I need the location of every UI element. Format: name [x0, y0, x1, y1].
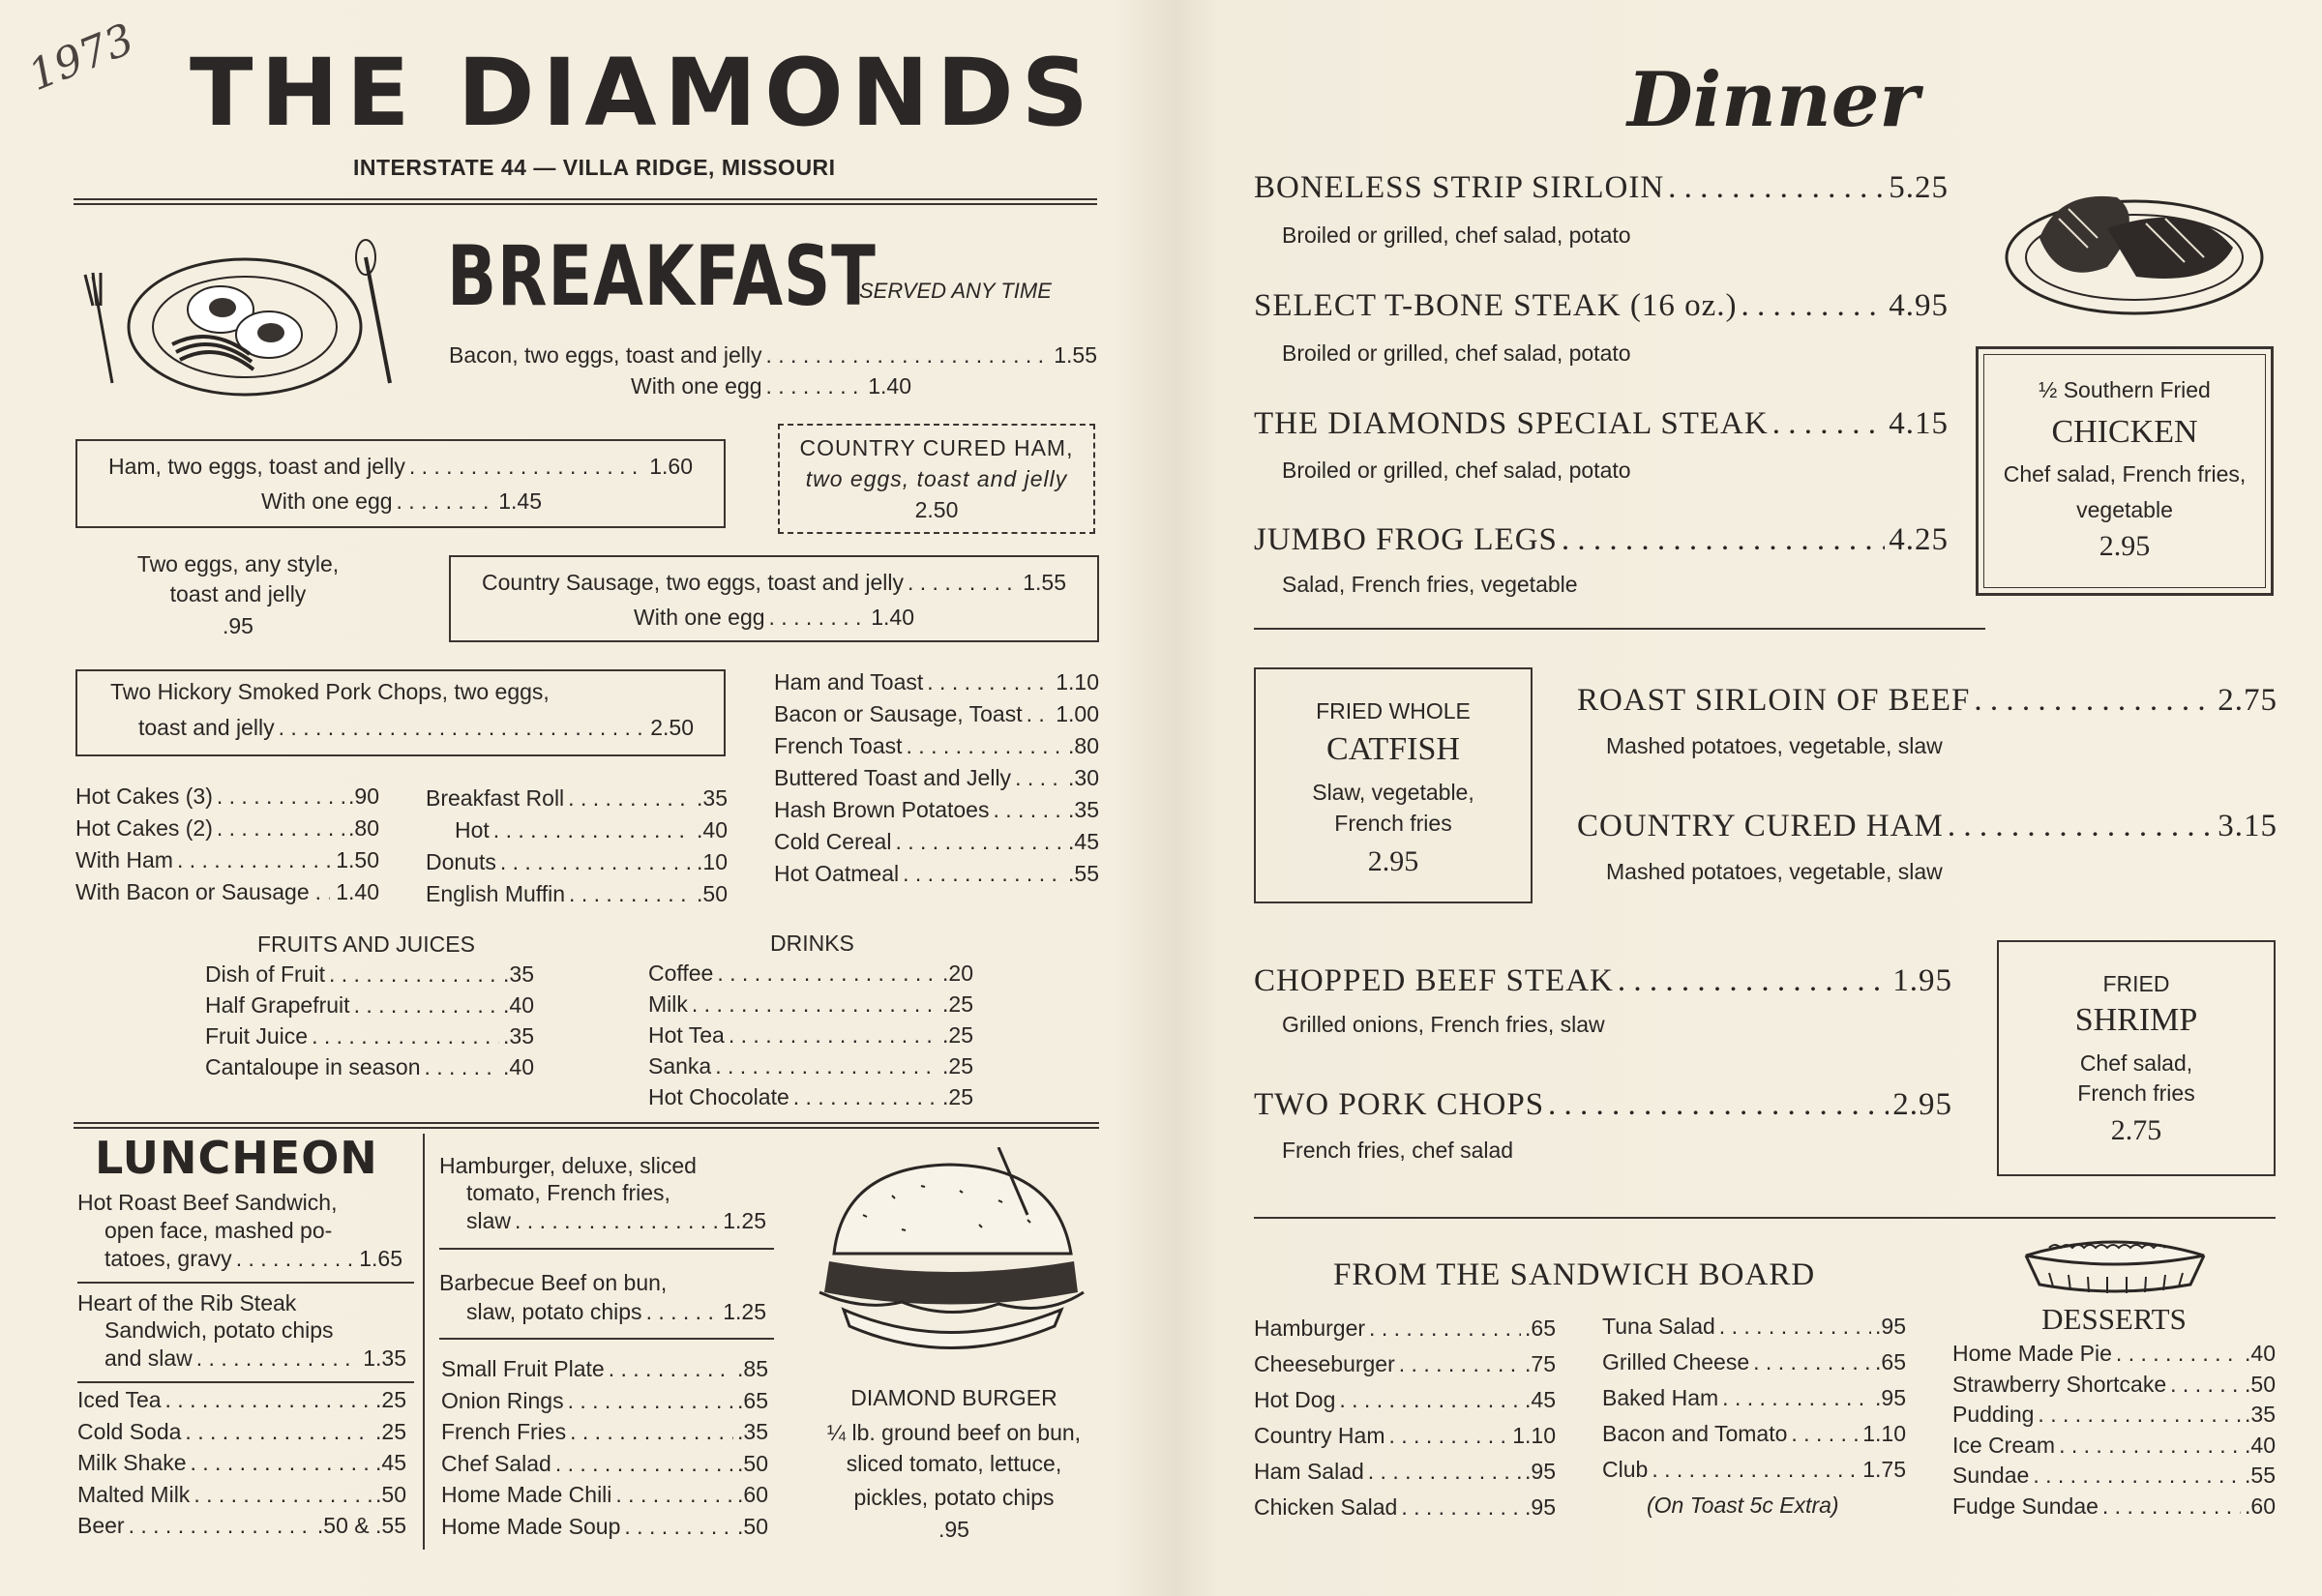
- special-steak-desc: Broiled or grilled, chef salad, potato: [1282, 458, 1631, 483]
- list-item: With Ham . . . 1.50: [75, 847, 379, 879]
- page-subtitle: INTERSTATE 44 — VILLA RIDGE, MISSOURI: [353, 155, 836, 180]
- list-item: Cheeseburger . . . .75: [1254, 1351, 1556, 1387]
- diamond-burger-title: DIAMOND BURGER: [850, 1385, 1057, 1410]
- list-item: Hot Tea . . . .25: [648, 1022, 973, 1053]
- fruits-title: FRUITS AND JUICES: [257, 931, 475, 957]
- hot-cakes-list: [75, 783, 379, 911]
- list-item: Tuna Salad . . . .95: [1602, 1314, 1906, 1349]
- fruits-list: [205, 961, 534, 1085]
- desserts-list: [1952, 1341, 2276, 1523]
- list-item: Malted Milk . . . .50: [77, 1482, 406, 1514]
- chicken-line1: ½ Southern Fried: [2039, 377, 2211, 402]
- list-item: Fudge Sundae . . . .60: [1952, 1493, 2276, 1524]
- list-item: Buttered Toast and Jelly . . . .30: [774, 765, 1099, 797]
- pork-chops-line1: Two Hickory Smoked Pork Chops, two eggs,: [110, 679, 550, 704]
- menu-item-sausage-eggs: Country Sausage, two eggs, toast and jelly . . . 1.55: [482, 570, 1066, 596]
- list-item: Hot Cakes (2) . . . .80: [75, 815, 379, 847]
- diamond-burger-price: .95: [938, 1517, 969, 1542]
- luncheon-title: LUNCHEON: [95, 1132, 378, 1184]
- divider: [439, 1338, 774, 1340]
- bbq-line1: Barbecue Beef on bun,: [439, 1270, 668, 1295]
- list-item: Milk Shake . . . .45: [77, 1450, 406, 1482]
- steak-plate-illustration: [2001, 180, 2268, 321]
- list-item: With Bacon or Sausage . . . 1.40: [75, 879, 379, 911]
- chicken-line3: vegetable: [2076, 497, 2173, 522]
- breakfast-side-list: [774, 669, 1099, 893]
- menu-item-pork-chops: toast and jelly . . . 2.50: [138, 715, 694, 741]
- diamond-burger-line3: pickles, potato chips: [853, 1485, 1055, 1510]
- page-title: THE DIAMONDS: [190, 39, 1096, 147]
- catfish-line2: Slaw, vegetable,: [1312, 780, 1474, 805]
- drinks-list: [648, 961, 973, 1115]
- shrimp-line2: Chef salad,: [2079, 1050, 2193, 1076]
- sandwich-col2: [1602, 1314, 1906, 1528]
- list-item: Breakfast Roll . . . .35: [426, 785, 728, 817]
- luncheon-beverages: [77, 1387, 406, 1545]
- roast-sirloin-desc: Mashed potatoes, vegetable, slaw: [1606, 733, 1943, 758]
- list-item: Hamburger . . . .65: [1254, 1315, 1556, 1351]
- list-item: Onion Rings . . . .65: [441, 1388, 768, 1420]
- list-item: French Toast . . . .80: [774, 733, 1099, 765]
- ham-eggs-box: [75, 439, 726, 528]
- list-item: Coffee . . . .20: [648, 961, 973, 991]
- country-ham-line1: COUNTRY CURED HAM,: [799, 435, 1074, 460]
- strip-sirloin-desc: Broiled or grilled, chef salad, potato: [1282, 222, 1631, 248]
- list-item: Home Made Pie . . . .40: [1952, 1341, 2276, 1372]
- list-item: French Fries . . . .35: [441, 1419, 768, 1451]
- desserts-title: DESSERTS: [2041, 1302, 2187, 1336]
- list-item: Sundae . . . .55: [1952, 1463, 2276, 1493]
- list-item: Hot Chocolate . . . .25: [648, 1084, 973, 1115]
- header-rule: [74, 198, 1097, 205]
- list-item: Bacon and Tomato . . . 1.10: [1602, 1421, 1906, 1457]
- divider: [77, 1282, 414, 1284]
- chopped-steak-desc: Grilled onions, French fries, slaw: [1282, 1012, 1605, 1037]
- rib-steak-line2: Sandwich, potato chips: [104, 1317, 334, 1343]
- menu-item-roast-sirloin: ROAST SIRLOIN OF BEEF . . . 2.75: [1577, 683, 2277, 719]
- catfish-line1: FRIED WHOLE: [1316, 698, 1471, 724]
- luncheon-rule: [74, 1122, 1099, 1129]
- list-item: Ham Salad . . . .95: [1254, 1459, 1556, 1494]
- list-item: Half Grapefruit . . . .40: [205, 992, 534, 1023]
- list-item: Hot Cakes (3) . . . .90: [75, 783, 379, 815]
- menu-item-frog-legs: JUMBO FROG LEGS . . . 4.25: [1254, 522, 1949, 558]
- list-item: Iced Tea . . . .25: [77, 1387, 406, 1419]
- list-item: Hot . . . .40: [426, 817, 728, 849]
- menu-item-bbq-beef: slaw, potato chips . . . 1.25: [466, 1299, 766, 1325]
- list-item: Small Fruit Plate . . . .85: [441, 1356, 768, 1388]
- diamond-burger-line1: ¼ lb. ground beef on bun,: [826, 1420, 1082, 1445]
- country-ham-price: 2.50: [914, 497, 959, 522]
- list-item: Bacon or Sausage, Toast . . . 1.00: [774, 701, 1099, 733]
- luncheon-sides: [441, 1356, 768, 1545]
- pork-chops-desc: French fries, chef salad: [1282, 1138, 1514, 1163]
- list-item: Country Ham . . . 1.10: [1254, 1423, 1556, 1459]
- list-item: Sanka . . . .25: [648, 1053, 973, 1084]
- handwritten-year: 1973: [21, 14, 141, 102]
- list-item: Chef Salad . . . .50: [441, 1451, 768, 1483]
- list-item: Cold Cereal . . . .45: [774, 829, 1099, 861]
- menu-item-rib-steak: and slaw . . . 1.35: [104, 1345, 406, 1372]
- list-item: Ice Cream . . . .40: [1952, 1433, 2276, 1463]
- menu-item-bacon-one-egg: With one egg . . . 1.40: [631, 373, 911, 399]
- catfish-line3: French fries: [1334, 811, 1452, 836]
- two-eggs-line1: Two eggs, any style,: [136, 551, 340, 576]
- rib-steak-line1: Heart of the Rib Steak: [77, 1290, 297, 1315]
- menu-item-hamburger-deluxe: slaw . . . 1.25: [466, 1208, 766, 1234]
- catfish-title: CATFISH: [1326, 731, 1460, 767]
- two-eggs-line2: toast and jelly: [169, 581, 307, 606]
- divider: [1254, 628, 1985, 630]
- list-item: Strawberry Shortcake . . . .50: [1952, 1372, 2276, 1403]
- list-item: Milk . . . .25: [648, 991, 973, 1022]
- hamburger-line1: Hamburger, deluxe, sliced: [439, 1153, 697, 1178]
- divider: [439, 1248, 774, 1250]
- burger-illustration: [805, 1147, 1095, 1379]
- menu-item-strip-sirloin: BONELESS STRIP SIRLOIN . . . 5.25: [1254, 170, 1949, 206]
- menu-item-pork-chops: TWO PORK CHOPS . . . 2.95: [1254, 1087, 1952, 1123]
- list-item: Hot Dog . . . .45: [1254, 1387, 1556, 1423]
- t-bone-desc: Broiled or grilled, chef salad, potato: [1282, 340, 1631, 366]
- chicken-title: CHICKEN: [2051, 414, 2198, 450]
- breakfast-title: BREAKFAST: [447, 228, 877, 325]
- sandwich-note: (On Toast 5c Extra): [1647, 1493, 1839, 1518]
- frog-legs-desc: Salad, French fries, vegetable: [1282, 572, 1578, 597]
- menu-item-special-steak: THE DIAMONDS SPECIAL STEAK . . . 4.15: [1254, 406, 1949, 442]
- list-item: Cold Soda . . . .25: [77, 1419, 406, 1451]
- country-ham-line2: two eggs, toast and jelly: [805, 466, 1068, 491]
- menu-item-country-ham: COUNTRY CURED HAM . . . 3.15: [1577, 809, 2277, 844]
- two-eggs-price: .95: [223, 613, 253, 638]
- list-item: Dish of Fruit . . . .35: [205, 961, 534, 992]
- shrimp-line3: French fries: [2077, 1080, 2195, 1106]
- hamburger-line2: tomato, French fries,: [466, 1180, 670, 1205]
- roast-beef-line2: open face, mashed po-: [104, 1218, 333, 1243]
- list-item: Beer . . . .50 & .55: [77, 1513, 406, 1545]
- list-item: Home Made Chili . . . .60: [441, 1482, 768, 1514]
- menu-item-ham-eggs: Ham, two eggs, toast and jelly . . . 1.60: [108, 454, 693, 480]
- sandwich-col1: [1254, 1315, 1556, 1530]
- shrimp-price: 2.75: [2110, 1114, 2162, 1146]
- list-item: Donuts . . . .10: [426, 849, 728, 881]
- country-ham-desc: Mashed potatoes, vegetable, slaw: [1606, 859, 1943, 884]
- menu-item-bacon-eggs: Bacon, two eggs, toast and jelly . . . 1.55: [449, 342, 1097, 369]
- menu-item-roast-beef: tatoes, gravy . . . 1.65: [104, 1246, 402, 1272]
- pie-illustration: [2020, 1234, 2210, 1296]
- roast-beef-line1: Hot Roast Beef Sandwich,: [77, 1190, 338, 1215]
- dinner-title: Dinner: [1627, 56, 1920, 144]
- shrimp-title: SHRIMP: [2074, 1002, 2198, 1038]
- breakfast-plate-illustration: [75, 238, 404, 417]
- menu-item-chopped-steak: CHOPPED BEEF STEAK . . . 1.95: [1254, 963, 1952, 999]
- sandwich-board-title: FROM THE SANDWICH BOARD: [1333, 1257, 1816, 1292]
- shrimp-line1: FRIED: [2102, 971, 2170, 996]
- list-item: Home Made Soup . . . .50: [441, 1514, 768, 1546]
- list-item: Club . . . 1.75: [1602, 1457, 1906, 1493]
- list-item: English Muffin . . . .50: [426, 881, 728, 913]
- list-item: Hash Brown Potatoes . . . .35: [774, 797, 1099, 829]
- list-item: Cantaloupe in season . . . .40: [205, 1054, 534, 1085]
- rolls-list: [426, 785, 728, 913]
- served-any-time: SERVED ANY TIME: [859, 279, 1052, 303]
- list-item: Hot Oatmeal . . . .55: [774, 861, 1099, 893]
- list-item: Fruit Juice . . . .35: [205, 1023, 534, 1054]
- divider: [77, 1381, 414, 1383]
- divider: [1254, 1217, 2276, 1219]
- list-item: Grilled Cheese . . . .65: [1602, 1349, 1906, 1385]
- catfish-price: 2.95: [1367, 845, 1419, 877]
- menu-item-ham-one-egg: With one egg . . . 1.45: [261, 488, 542, 515]
- list-item: Ham and Toast . . . 1.10: [774, 669, 1099, 701]
- list-item: Pudding . . . .35: [1952, 1402, 2276, 1433]
- diamond-burger-line2: sliced tomato, lettuce,: [846, 1451, 1062, 1476]
- drinks-title: DRINKS: [770, 931, 854, 956]
- chicken-line2: Chef salad, French fries,: [2003, 461, 2247, 487]
- menu-item-sausage-one-egg: With one egg . . . 1.40: [634, 605, 914, 631]
- vertical-divider: [423, 1134, 425, 1550]
- menu-item-t-bone: SELECT T-BONE STEAK (16 oz.) . . . 4.95: [1254, 288, 1949, 324]
- list-item: Baked Ham . . . .95: [1602, 1385, 1906, 1421]
- chicken-price: 2.95: [2099, 530, 2151, 562]
- list-item: Chicken Salad . . . .95: [1254, 1494, 1556, 1530]
